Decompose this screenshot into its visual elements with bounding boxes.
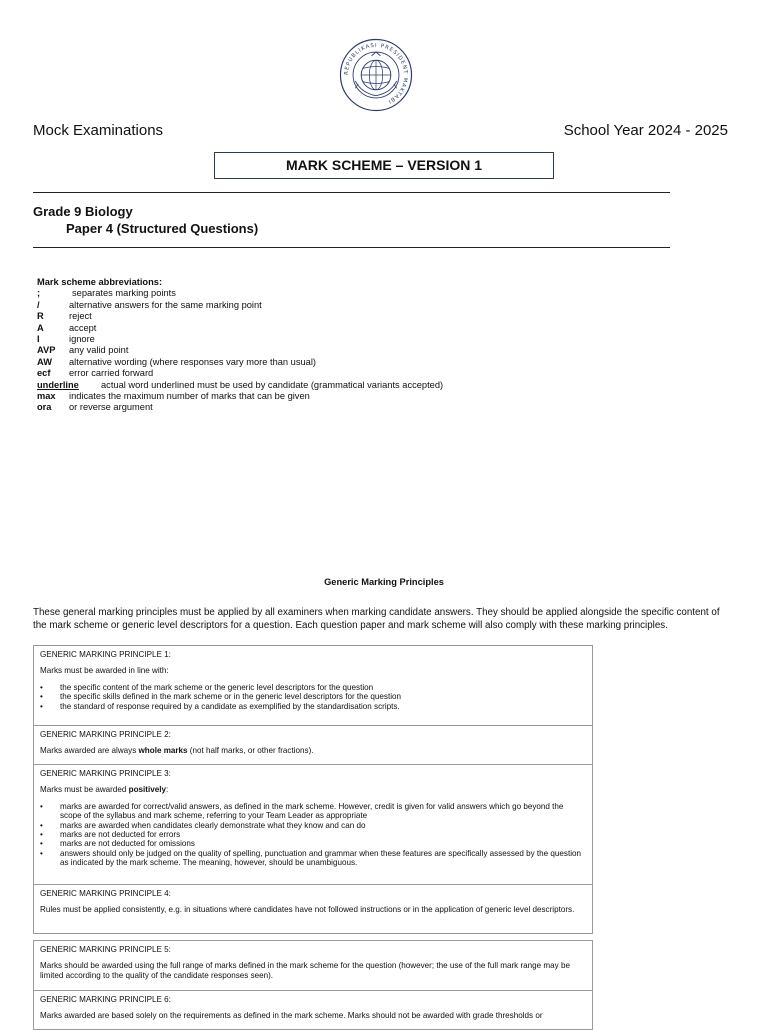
abbreviation-desc: actual word underlined must be used by candidate (grammatical variants accepted) bbox=[101, 379, 444, 390]
principle-text: Marks must be awarded positively: bbox=[40, 785, 169, 795]
principle-title: GENERIC MARKING PRINCIPLE 4: bbox=[40, 889, 171, 898]
abbreviation-desc: alternative answers for the same marking point bbox=[69, 299, 262, 310]
list-item bbox=[40, 830, 586, 839]
intro-paragraph: These general marking principles must be applied by all examiners when marking candidate answers. They should be applied alongside the specific content of the mark scheme or generic level descriptors for a question. Each question paper and mark scheme will also comply with these marking principles. bbox=[33, 607, 720, 631]
abbreviation-row bbox=[37, 368, 432, 379]
bullet-icon: • bbox=[40, 682, 43, 692]
school-seal-logo bbox=[339, 38, 413, 112]
grade-subject-heading: Grade 9 Biology bbox=[33, 204, 133, 219]
principle-box-1 bbox=[33, 645, 593, 726]
svg-text:REPUBLIKASI PRESIDENT MAKTABI: REPUBLIKASI PRESIDENT MAKTABI bbox=[343, 42, 409, 105]
principle-box-5 bbox=[33, 940, 593, 991]
list-item bbox=[40, 683, 586, 692]
list-item bbox=[40, 802, 586, 821]
principle-box-6 bbox=[33, 990, 593, 1030]
abbreviation-desc: accept bbox=[69, 322, 97, 333]
bullet-icon: • bbox=[40, 801, 43, 811]
abbreviation-row bbox=[37, 311, 432, 322]
abbreviation-desc: separates marking points bbox=[72, 288, 176, 299]
abbreviation-desc: any valid point bbox=[69, 345, 129, 356]
bullet-text: marks are awarded when candidates clearly demonstrate what they know and can do bbox=[60, 820, 366, 830]
abbreviation-row bbox=[37, 300, 432, 311]
principle-title: GENERIC MARKING PRINCIPLE 2: bbox=[40, 730, 171, 739]
principle-title: GENERIC MARKING PRINCIPLE 1: bbox=[40, 650, 171, 659]
abbreviation-row bbox=[37, 323, 432, 334]
bullet-icon: • bbox=[40, 848, 43, 858]
bullet-text: the specific content of the mark scheme or the generic level descriptors for the question bbox=[60, 682, 374, 692]
exam-series-label: Mock Examinations bbox=[33, 122, 164, 139]
divider-line bbox=[33, 247, 670, 248]
bullet-text: the specific skills defined in the mark scheme or in the generic level descriptors for the question bbox=[60, 692, 402, 702]
bullet-icon: • bbox=[40, 820, 43, 830]
abbreviation-key: ecf bbox=[37, 368, 51, 379]
bullet-icon: • bbox=[40, 692, 43, 702]
list-item bbox=[40, 821, 586, 830]
principle-text: Marks must be awarded in line with: bbox=[40, 666, 169, 676]
principle-title: GENERIC MARKING PRINCIPLE 5: bbox=[40, 945, 171, 954]
abbreviation-key: / bbox=[37, 299, 40, 310]
abbreviation-row bbox=[37, 357, 432, 368]
principle-bullet-list bbox=[40, 802, 586, 868]
abbreviation-key: AW bbox=[37, 356, 52, 367]
abbreviation-key: ; bbox=[37, 288, 41, 299]
principle-text: Marks awarded are always whole marks (not half marks, or other fractions). bbox=[40, 746, 314, 756]
school-year-label: School Year 2024 - 2025 bbox=[563, 122, 728, 139]
abbreviation-row bbox=[37, 345, 432, 356]
principle-box-4 bbox=[33, 884, 593, 934]
bullet-text: marks are not deducted for errors bbox=[60, 830, 181, 840]
abbreviation-key: underline bbox=[37, 379, 79, 390]
abbreviation-row bbox=[37, 288, 432, 299]
bullet-icon: • bbox=[40, 830, 43, 840]
bullet-text: answers should only be judged on the quality of spelling, punctuation and grammar when these features are specifically assessed by the question as indicated by the mark scheme. The meaning, however, should be unambiguous. bbox=[60, 848, 582, 868]
bullet-icon: • bbox=[40, 839, 43, 849]
abbreviation-desc: reject bbox=[69, 311, 92, 322]
document-title: MARK SCHEME – VERSION 1 bbox=[214, 152, 554, 179]
abbreviation-key: I bbox=[37, 333, 40, 344]
paper-heading: Paper 4 (Structured Questions) bbox=[66, 221, 259, 236]
principle-text: Rules must be applied consistently, e.g. in situations where candidates have not followed instructions or in the application of generic level descriptors. bbox=[40, 905, 575, 915]
principle-box-3 bbox=[33, 764, 593, 885]
abbreviation-row bbox=[37, 391, 432, 402]
principle-box-2 bbox=[33, 725, 593, 765]
principle-title: GENERIC MARKING PRINCIPLE 6: bbox=[40, 995, 171, 1004]
section-heading: Generic Marking Principles bbox=[324, 577, 444, 587]
abbreviation-key: ora bbox=[37, 402, 52, 413]
principle-text: Marks awarded are based solely on the requirements as defined in the mark scheme. Marks should not be awarded with grade thresholds or bbox=[40, 1011, 543, 1021]
abbreviation-desc: error carried forward bbox=[69, 368, 154, 379]
divider-line bbox=[33, 192, 670, 193]
list-item bbox=[40, 692, 586, 701]
abbreviation-key: max bbox=[37, 390, 56, 401]
bullet-text: marks are awarded for correct/valid answers, as defined in the mark scheme. However, credit is given for valid answers which go beyond the scope of the syllabus and mark scheme, referring to your Team Leader as appropriate bbox=[60, 801, 564, 821]
abbreviation-desc: ignore bbox=[69, 333, 95, 344]
principle-text: Marks should be awarded using the full range of marks defined in the mark scheme for the question (however; the use of the full mark range may be limited according to the quality of the candidate responses seen). bbox=[40, 961, 570, 980]
abbreviation-key: AVP bbox=[37, 345, 56, 356]
list-item bbox=[40, 839, 586, 848]
abbreviation-row bbox=[37, 379, 444, 391]
abbreviation-desc: indicates the maximum number of marks that can be given bbox=[69, 390, 310, 401]
abbreviation-desc: alternative wording (where responses vary more than usual) bbox=[69, 356, 317, 367]
principle-bullet-list bbox=[40, 683, 586, 711]
abbreviations-table bbox=[37, 277, 444, 414]
abbreviation-key: R bbox=[37, 311, 44, 322]
bullet-icon: • bbox=[40, 701, 43, 711]
abbreviation-row bbox=[37, 334, 432, 345]
principle-title: GENERIC MARKING PRINCIPLE 3: bbox=[40, 769, 171, 778]
list-item bbox=[40, 702, 586, 711]
bullet-text: the standard of response required by a candidate as exemplified by the standardisation scripts. bbox=[60, 701, 400, 711]
abbreviation-key: A bbox=[37, 322, 44, 333]
bullet-text: marks are not deducted for omissions bbox=[60, 839, 195, 849]
abbreviations-heading: Mark scheme abbreviations: bbox=[37, 277, 163, 287]
list-item bbox=[40, 849, 586, 868]
abbreviation-desc: or reverse argument bbox=[69, 402, 153, 413]
abbreviation-row bbox=[37, 402, 432, 413]
